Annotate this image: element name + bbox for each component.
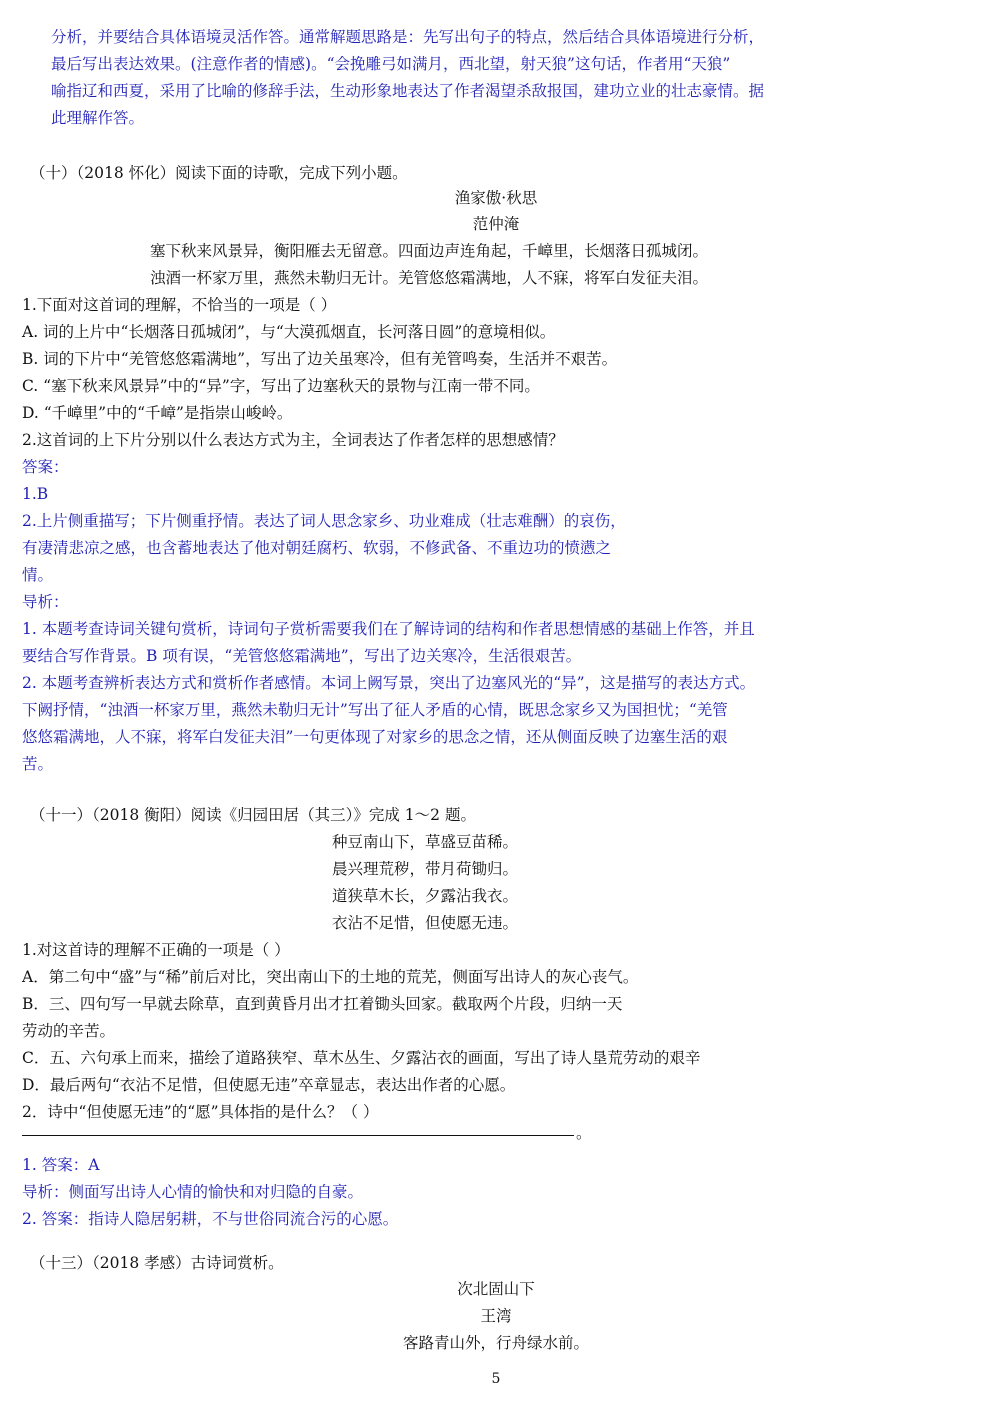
option: A．第二句中“盛”与“稀”前后对比，突出南山下的土地的荒芜，侧面写出诗人的灰心丧气。 <box>22 968 639 986</box>
answer-label: 答案： <box>22 458 69 476</box>
poem-line: 种豆南山下，草盛豆苗稀。 <box>332 833 519 851</box>
poem-line: 晨兴理荒秽，带月荷锄归。 <box>332 860 519 878</box>
option: B．三、四句写一早就去除草，直到黄昏月出才扛着锄头回家。截取两个片段，归纳一天 <box>22 995 623 1013</box>
poem-title: 渔家傲·秋思 <box>454 189 538 207</box>
poem-author: 范仲淹 <box>472 215 520 233</box>
question: 1.下面对这首词的理解，不恰当的一项是（ ） <box>22 296 337 314</box>
option: C. “塞下秋来风景异”中的“异”字，写出了边塞秋天的景物与江南一带不同。 <box>22 377 540 395</box>
answer-line: 有凄清悲凉之感，也含蓄地表达了他对朝廷腐朽、软弱，不修武备、不重边功的愤懑之 <box>22 539 612 557</box>
poem-title: 次北固山下 <box>457 1280 535 1298</box>
analysis-line: 要结合写作背景。B 项有误，“羌管悠悠霜满地”，写出了边关寒冷，生活很艰苦。 <box>22 647 582 665</box>
question: 2.这首词的上下片分别以什么表达方式为主，全词表达了作者怎样的思想感情？ <box>22 431 564 449</box>
blank-end-mark: 。 <box>576 1124 592 1142</box>
explanation-line: 最后写出表达效果。(注意作者的情感)。“会挽雕弓如满月，西北望，射天狼”这句话，作者用“天狼” <box>51 55 731 73</box>
page-number: 5 <box>491 1371 501 1387</box>
section-header: （十三）（2018 孝感）古诗词赏析。 <box>30 1254 284 1272</box>
poem-line: 衣沾不足惜，但使愿无违。 <box>332 914 519 932</box>
answer-line: 1.B <box>22 485 49 503</box>
analysis-line: 2. 本题考查辨析表达方式和赏析作者感情。本词上阙写景，突出了边塞风光的“异”，这是描写的表达方式。 <box>22 674 756 692</box>
answer-line: 2.上片侧重描写；下片侧重抒情。表达了词人思念家乡、功业难成（壮志难酬）的哀伤， <box>22 512 626 530</box>
option: B. 词的下片中“羌管悠悠霜满地”，写出了边关虽寒冷，但有羌管鸣奏，生活并不艰苦。 <box>22 350 618 368</box>
answer-line: 1. 答案：A <box>22 1156 100 1174</box>
poem-line: 客路青山外，行舟绿水前。 <box>402 1334 589 1352</box>
option: D. “千嶂里”中的“千嶂”是指崇山峻岭。 <box>22 404 293 422</box>
question: 1.对这首诗的理解不正确的一项是（ ） <box>22 941 290 959</box>
analysis-line: 悠悠霜满地，人不寐，将军白发征夫泪”一句更体现了对家乡的思念之情，还从侧面反映了边塞生活的艰 <box>22 728 728 746</box>
answer-line: 情。 <box>22 566 54 584</box>
option: A. 词的上片中“长烟落日孤城闭”，与“大漠孤烟直，长河落日圆”的意境相似。 <box>22 323 556 341</box>
option: D．最后两句“衣沾不足惜，但使愿无违”卒章显志，表达出作者的心愿。 <box>22 1076 516 1094</box>
answer-line: 2. 答案：指诗人隐居躬耕，不与世俗同流合污的心愿。 <box>22 1210 399 1228</box>
explanation-line: 分析，并要结合具体语境灵活作答。通常解题思路是：先写出句子的特点，然后结合具体语境进行分析， <box>51 28 765 46</box>
option: 劳动的辛苦。 <box>22 1022 116 1040</box>
analysis-line: 1. 本题考查诗词关键句赏析，诗词句子赏析需要我们在了解诗词的结构和作者思想情感的基础上作答，并且 <box>22 620 755 638</box>
option: C．五、六句承上而来，描绘了道路狭窄、草木丛生、夕露沾衣的画面，写出了诗人垦荒劳动的艰辛 <box>22 1049 701 1067</box>
poem-line: 道狭草木长，夕露沾我衣。 <box>332 887 519 905</box>
question: 2．诗中“但使愿无违”的“愿”具体指的是什么？（ ） <box>22 1103 379 1121</box>
poem-line: 塞下秋来风景异，衡阳雁去无留意。四面边声连角起，千嶂里，长烟落日孤城闭。 <box>150 242 709 260</box>
section-header: （十）（2018 怀化）阅读下面的诗歌，完成下列小题。 <box>30 164 408 182</box>
analysis-line: 下阙抒情，“浊酒一杯家万里，燕然未勒归无计”写出了征人矛盾的心情，既思念家乡又为国担忧；“羌管 <box>22 701 728 719</box>
analysis-line: 苦。 <box>22 755 54 773</box>
section-header: （十一）（2018 衡阳）阅读《归园田居（其三）》完成 1～2 题。 <box>30 806 476 824</box>
poem-line: 浊酒一杯家万里，燕然未勒归无计。羌管悠悠霜满地，人不寐，将军白发征夫泪。 <box>150 269 709 287</box>
poem-author: 王湾 <box>480 1307 512 1325</box>
answer-blank-line[interactable] <box>22 1135 574 1136</box>
explanation-line: 喻指辽和西夏，采用了比喻的修辞手法，生动形象地表达了作者渴望杀敌报国，建功立业的壮志豪情。据 <box>51 82 765 100</box>
explanation-line: 此理解作答。 <box>51 109 145 127</box>
answer-line: 导析：侧面写出诗人心情的愉快和对归隐的自豪。 <box>22 1183 364 1201</box>
analysis-label: 导析： <box>22 593 69 611</box>
